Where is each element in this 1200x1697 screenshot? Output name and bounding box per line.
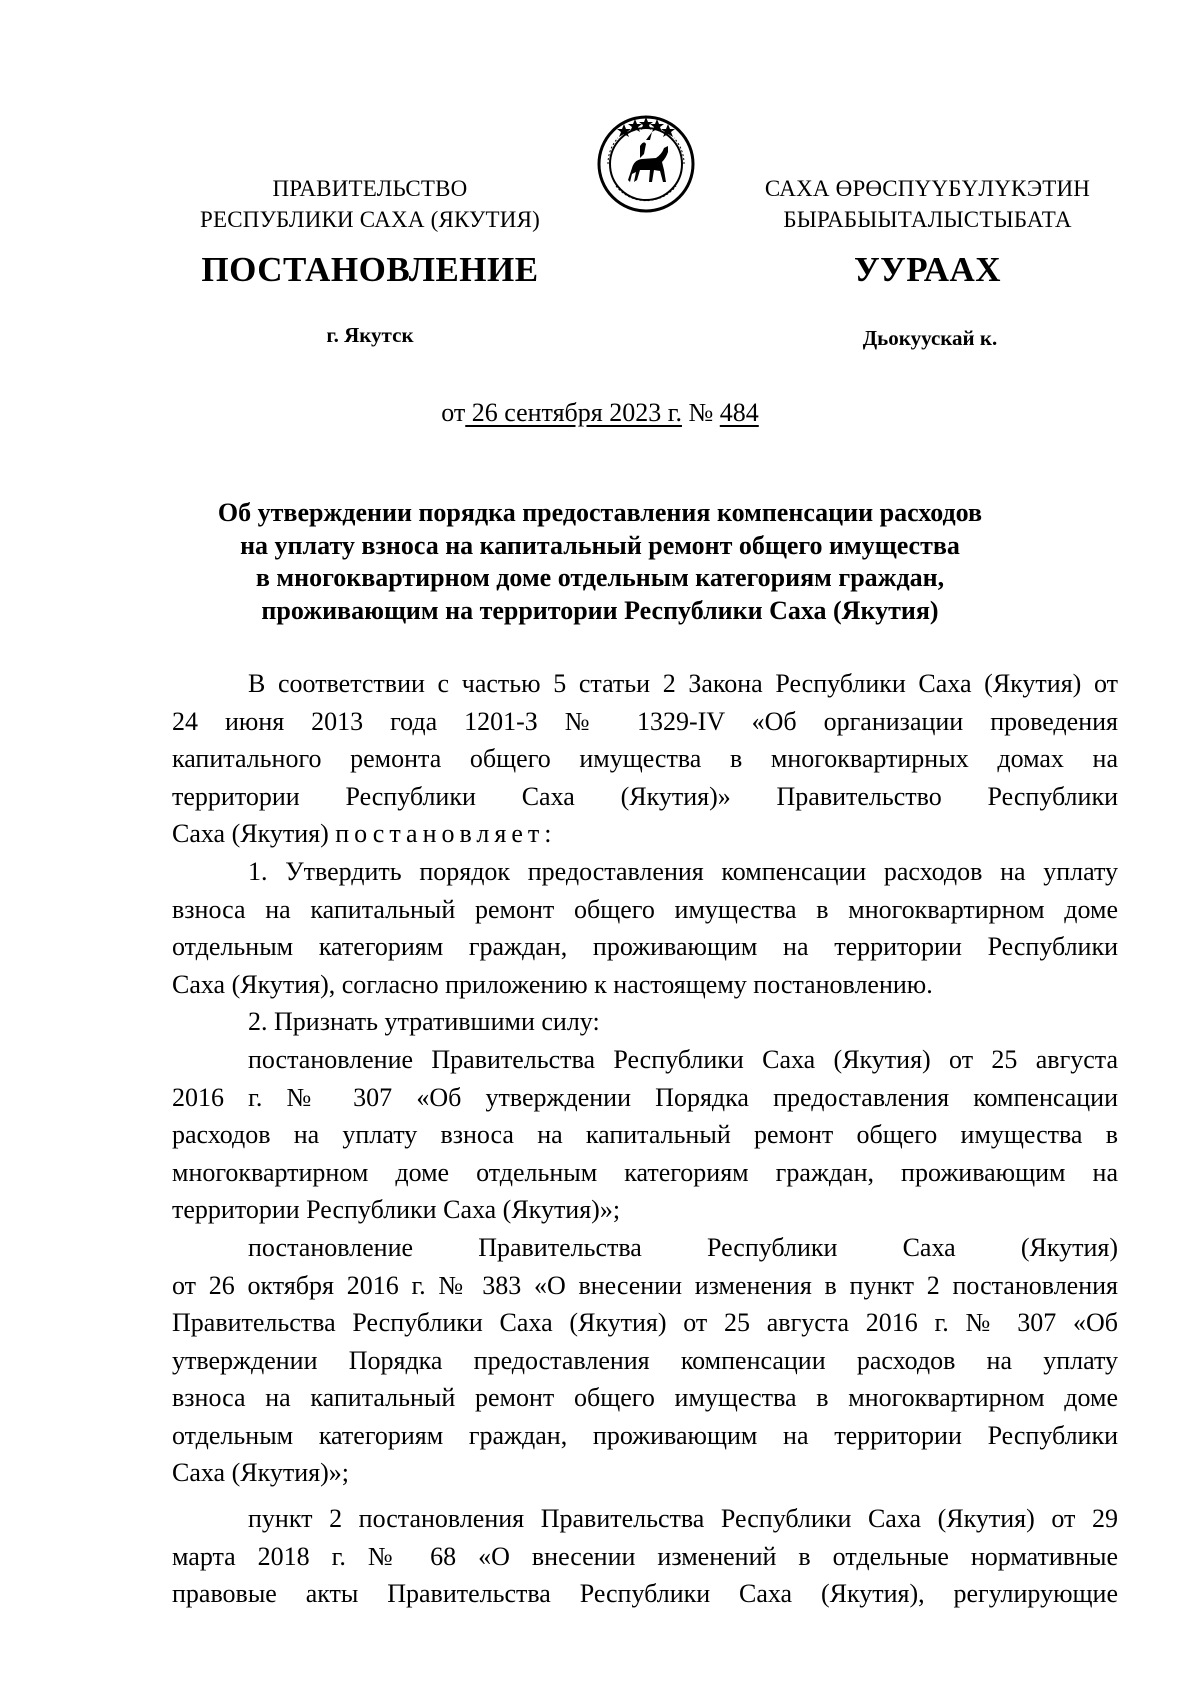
spaced-resolves: постановляет: [335, 819, 557, 849]
text-line: капитального ремонта общего имущества в многоквартирных домах на [172, 744, 1118, 774]
text-line: от 26 октября 2016 г. № 383 «О внесении изменения в пункт 2 постановления [172, 1270, 1118, 1300]
text-fragment: Саха (Якутия) [172, 819, 336, 849]
text-line: 24 июня 2013 года 1201-З № 1329-IV «Об организации проведения [172, 706, 1118, 736]
doc-type-russian: ПОСТАНОВЛЕНИЕ [201, 250, 539, 289]
text-line: Саха (Якутия)»; [172, 1458, 349, 1488]
title-line: в многоквартирном доме отдельным категориям граждан, [255, 563, 945, 592]
paragraph-item-1 [172, 853, 1118, 1003]
text-line: постановление Правительства Республики Саха (Якутия) от 25 августа [248, 1044, 1118, 1074]
text-line: Правительства Республики Саха (Якутия) от 25 августа 2016 г. № 307 «Об [172, 1308, 1118, 1338]
text-line: 2. Признать утратившими силу: [248, 1007, 600, 1037]
text-line: В соответствии с частью 5 статьи 2 Закона Республики Саха (Якутия) от [248, 669, 1118, 698]
org-line: САХА ӨРӨСПҮҮБҮЛҮКЭТИН [764, 176, 1091, 201]
title-line: Об утверждении порядка предоставления компенсации расходов [217, 498, 983, 527]
document-date: 26 сентября 2023 г. [465, 398, 682, 427]
paragraph-repeal-3 [172, 1500, 1118, 1613]
government-name-russian [185, 173, 555, 235]
org-line: БЫРАБЫЫТАЛЫСТЫБАТА [783, 207, 1072, 232]
text-line: постановление Правительства Республики Саха (Якутия) [248, 1232, 1118, 1262]
city-sakha: Дьокуускай к. [862, 326, 998, 350]
text-line: 1. Утвердить порядок предоставления компенсации расходов на уплату [248, 856, 1118, 886]
text-line: Саха (Якутия), согласно приложению к настоящему постановлению. [172, 969, 933, 999]
text-line: взноса на капитальный ремонт общего имущества в многоквартирном доме [172, 1383, 1118, 1413]
paragraph-item-2 [172, 1003, 1118, 1041]
date-number-line [0, 398, 1200, 428]
doc-type-sakha: УУРААХ [853, 250, 1002, 289]
org-line: РЕСПУБЛИКИ САХА (ЯКУТИЯ) [199, 207, 541, 232]
text-line [172, 815, 1118, 853]
text-line: 2016 г. № 307 «Об утверждении Порядка предоставления компенсации [172, 1082, 1118, 1112]
title-line: проживающим на территории Республики Саха (Якутия) [261, 595, 939, 625]
text-line: правовые акты Правительства Республики Саха (Якутия), регулирующие [172, 1579, 1118, 1609]
org-line: ПРАВИТЕЛЬСТВО [272, 176, 468, 201]
coat-of-arms-icon [594, 110, 698, 214]
date-prefix: от [441, 398, 466, 427]
document-body [172, 665, 1118, 1613]
text-line: отдельным категориям граждан, проживающим на территории Республики [172, 1420, 1118, 1450]
text-line: утверждении Порядка предоставления компенсации расходов на уплату [172, 1345, 1118, 1375]
text-line: отдельным категориям граждан, проживающим на территории Республики [172, 932, 1118, 962]
text-line: территории Республики Саха (Якутия)»; [172, 1195, 621, 1225]
city-russian: г. Якутск [326, 323, 414, 347]
paragraph-repeal-2 [172, 1229, 1118, 1492]
text-line: территории Республики Саха (Якутия)» Правительство Республики [172, 781, 1118, 811]
title-line: на уплату взноса на капитальный ремонт общего имущества [240, 530, 960, 560]
document-number: 484 [719, 398, 759, 427]
text-line: расходов на уплату взноса на капитальный ремонт общего имущества в [172, 1120, 1118, 1150]
number-sign: № [681, 398, 720, 427]
text-line: многоквартирном доме отдельным категориям граждан, проживающим на [172, 1157, 1118, 1187]
text-line: пункт 2 постановления Правительства Республики Саха (Якутия) от 29 [248, 1504, 1118, 1534]
paragraph-repeal-1 [172, 1041, 1118, 1229]
document-title [160, 497, 1040, 627]
text-line: взноса на капитальный ремонт общего имущества в многоквартирном доме [172, 894, 1118, 924]
paragraph-preamble [172, 665, 1118, 853]
government-name-sakha [745, 173, 1110, 235]
text-line: марта 2018 г. № 68 «О внесении изменений в отдельные нормативные [172, 1541, 1118, 1571]
